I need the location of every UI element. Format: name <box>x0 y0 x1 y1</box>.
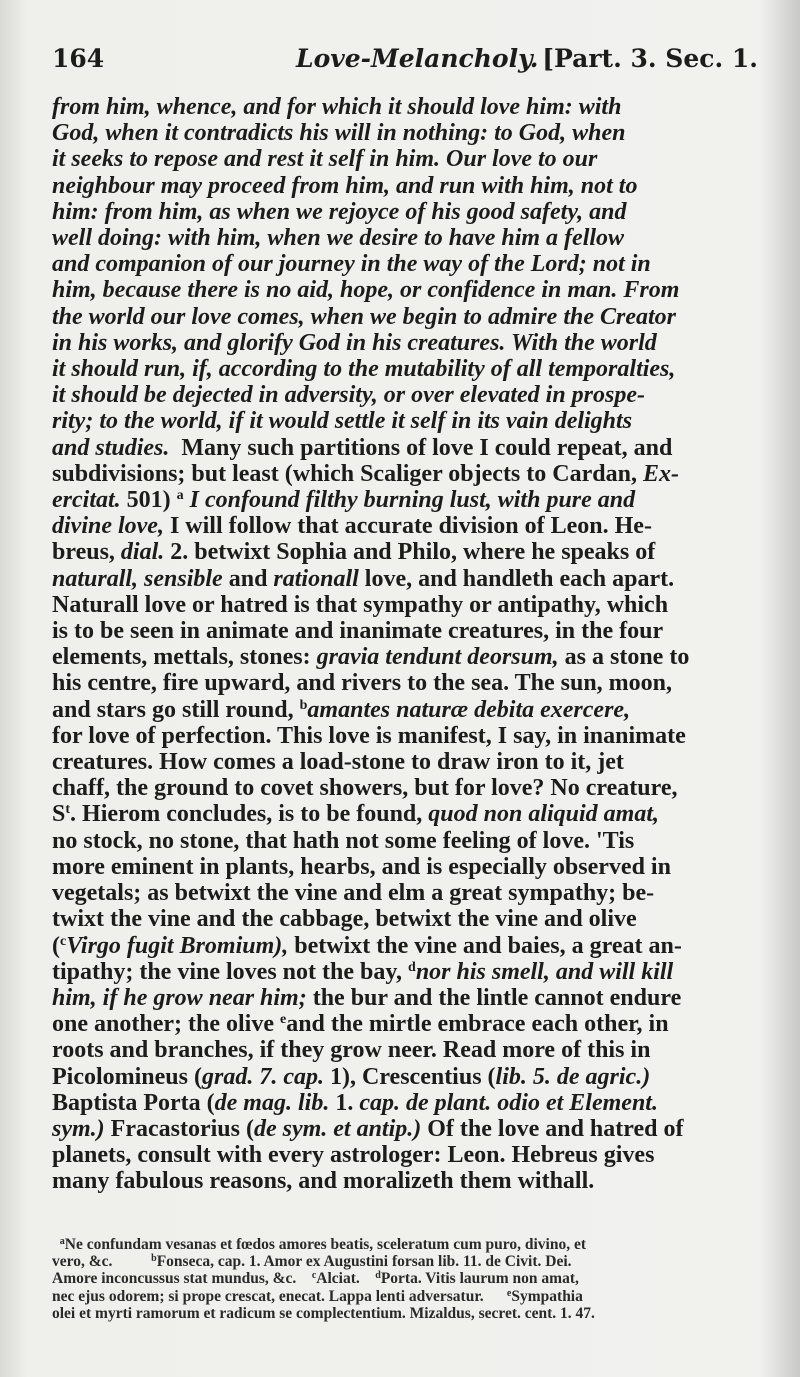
footnote-line <box>52 1236 756 1253</box>
text-line <box>52 513 756 539</box>
text-line: from him, whence, and for which it should love him: with <box>52 94 622 120</box>
text-run: de sym. et antip.) <box>253 1115 422 1142</box>
text-run: Virgo fugit Bromium), <box>66 932 289 959</box>
text-run: S <box>52 801 66 828</box>
text-line: his centre, fire upward, and rivers to the sea. The sun, moon, <box>52 670 673 697</box>
text-line: for love of perfection. This love is manifest, I say, in inanimate <box>52 722 686 749</box>
text-line <box>52 697 756 723</box>
text-line: and companion of our journey in the way of the Lord; not in <box>52 251 651 278</box>
footnote-text: Sympathia <box>511 1287 583 1305</box>
text-run: I confound filthy burning lust, with pure and <box>189 487 636 514</box>
footnotes <box>52 1236 756 1322</box>
text-run: sym.) <box>52 1115 105 1142</box>
text-line <box>52 1011 756 1037</box>
text-run: Ex- <box>642 460 679 487</box>
text-run: him, if he grow near him; <box>52 984 307 1011</box>
text-run: cap. <box>283 1063 324 1090</box>
text-line: roots and branches, if they grow neer. Read more of this in <box>52 1037 651 1064</box>
text-run: Picolomineus ( <box>52 1063 202 1090</box>
footnote-text: Amore inconcussus stat mundus, &c. <box>52 1270 297 1288</box>
footnote-marker: c <box>60 933 67 949</box>
page-number: 164 <box>52 44 105 73</box>
text-run: 1. <box>335 1089 354 1116</box>
text-run: rationall <box>273 565 359 592</box>
text-run: and the mirtle embrace each other, in <box>286 1011 669 1038</box>
text-line <box>52 487 756 513</box>
text-run: betwixt the vine and baies, a great an- <box>294 932 682 959</box>
text-line: him, because there is no aid, hope, or confidence in man. From <box>52 277 680 304</box>
text-run: 5. <box>532 1063 551 1090</box>
text-run: dial. <box>120 539 165 566</box>
footnote-text: vero, &c. <box>52 1253 113 1271</box>
text-run: cap. de plant. odio et Element. <box>359 1089 658 1116</box>
footnote-text: olei et myrti ramorum et radicum se complectentium. Mizaldus, secret. cent. 1. 47. <box>52 1304 595 1322</box>
footnote-marker: a <box>59 1236 65 1247</box>
footnote-marker: d <box>375 1270 381 1282</box>
running-header <box>52 44 764 78</box>
footnote-line <box>52 1253 756 1270</box>
text-run: ( <box>52 932 60 959</box>
footnote-marker: a <box>176 488 184 504</box>
text-line: it should be dejected in adversity, or over elevated in prospe- <box>52 382 646 409</box>
footnote-marker: b <box>151 1253 157 1265</box>
text-run: 2. betwixt Sophia and Philo, where he speaks of <box>170 539 656 566</box>
text-line <box>52 1064 756 1090</box>
text-line <box>52 801 756 827</box>
part-section-label: [Part. 3. Sec. 1. <box>542 44 758 73</box>
text-line <box>52 461 756 487</box>
text-line: in his works, and glorify God in his creatures. With the world <box>52 329 657 356</box>
text-run: breus, <box>52 539 115 566</box>
text-run: one another; the olive <box>52 1011 274 1038</box>
text-run: amantes naturæ debita exercere, <box>307 696 631 723</box>
text-run: I will follow that accurate division of Leon. He- <box>169 513 652 540</box>
text-run: naturall, sensible <box>52 565 223 592</box>
text-run: subdivisions; but least (which Scaliger objects to Cardan, <box>52 460 637 487</box>
text-run: the bur and the lintle cannot endure <box>312 984 682 1011</box>
text-run: de mag. lib. <box>214 1089 330 1116</box>
footnote-text: Ne confundam vesanas et fœdos amores beatis, sceleratum cum puro, divino, et <box>64 1236 586 1253</box>
text-line: no stock, no stone, that hath not some feeling of love. 'Tis <box>52 827 635 854</box>
text-line: is to be seen in animate and inanimate creatures, in the four <box>52 618 664 645</box>
text-run: de agric.) <box>556 1063 651 1090</box>
text-run: tipathy; the vine loves not the bay, <box>52 958 403 985</box>
text-line <box>52 1116 756 1142</box>
text-line <box>52 933 756 959</box>
text-line: planets, consult with every astrologer: Leon. Hebreus gives <box>52 1142 655 1169</box>
text-line <box>52 435 756 461</box>
text-run: 501) <box>126 487 171 514</box>
text-run: grad. <box>202 1063 254 1090</box>
body-text <box>52 94 756 1195</box>
footnote-marker: d <box>408 959 416 975</box>
text-run: 1), Crescentius ( <box>330 1063 496 1090</box>
text-line: it should run, if, according to the mutability of all temporalties, <box>52 356 676 383</box>
text-run: as a stone to <box>564 644 690 671</box>
footnote-marker: e <box>506 1287 512 1299</box>
footnote-text: Fonseca, cap. 1. Amor ex Augustini forsan lib. 11. de Civit. Dei. <box>156 1253 572 1271</box>
footnote-line <box>52 1305 756 1322</box>
text-line: God, when it contradicts his will in nothing: to God, when <box>52 120 626 147</box>
text-run: quod non aliquid amat, <box>428 801 660 828</box>
text-line <box>52 566 756 592</box>
text-run: ercitat. <box>52 487 121 514</box>
footnote-line <box>52 1288 756 1305</box>
text-line: the world our love comes, when we begin to admire the Creator <box>52 303 677 330</box>
text-line <box>52 1090 756 1116</box>
text-line: chaff, the ground to covet showers, but for love? No creature, <box>52 775 678 802</box>
footnote-marker: e <box>279 1012 287 1028</box>
footnote-marker: b <box>299 697 308 713</box>
text-run: gravia tendunt deorsum, <box>316 644 559 671</box>
text-line: more eminent in plants, hearbs, and is especially observed in <box>52 853 671 880</box>
text-run: Fracastorius ( <box>110 1115 254 1142</box>
text-line: well doing: with him, when we desire to have him a fellow <box>52 225 625 252</box>
text-line: neighbour may proceed from him, and run with him, not to <box>52 172 638 199</box>
text-run: Baptista Porta ( <box>52 1089 215 1116</box>
text-run: Many such partitions of love I could repeat, and <box>181 434 673 461</box>
text-run: and stars go still round, <box>52 696 294 723</box>
footnote-text: nec ejus odorem; si prope crescat, enecat. Lappa lenti adversatur. <box>52 1287 484 1305</box>
superscript: t <box>65 802 71 818</box>
text-line: vegetals; as betwixt the vine and elm a great sympathy; be- <box>52 880 655 907</box>
text-run: lib. <box>495 1063 527 1090</box>
text-run: . Hierom concludes, is to be found, <box>70 801 423 828</box>
text-line: Naturall love or hatred is that sympathy or antipathy, which <box>52 591 669 618</box>
text-run: nor his smell, and will kill <box>415 958 674 985</box>
text-line: twixt the vine and the cabbage, betwixt the vine and olive <box>52 906 637 933</box>
text-line: creatures. How comes a load-stone to draw iron to it, jet <box>52 749 624 776</box>
text-run: elements, mettals, stones: <box>52 644 311 671</box>
footnote-text: Alciat. <box>316 1270 360 1288</box>
footnote-line <box>52 1270 756 1287</box>
running-title: Love-Melancholy. <box>296 44 539 73</box>
text-line <box>52 539 756 565</box>
footnote-text: Porta. Vitis laurum non amat, <box>380 1270 579 1288</box>
text-line: many fabulous reasons, and moralizeth them withall. <box>52 1168 595 1195</box>
text-run: love, and handleth each apart. <box>364 565 675 592</box>
text-run: and <box>228 565 268 592</box>
text-run: 7. <box>259 1063 278 1090</box>
text-line: rity; to the world, if it would settle it self in its vain delights <box>52 408 633 435</box>
text-line <box>52 644 756 670</box>
text-run: divine love, <box>52 513 164 540</box>
text-line: him: from him, as when we rejoyce of his good safety, and <box>52 198 627 225</box>
text-line: it seeks to repose and rest it self in him. Our love to our <box>52 146 598 173</box>
text-line <box>52 985 756 1011</box>
text-run: and studies. <box>52 434 170 461</box>
text-line <box>52 959 756 985</box>
text-run: Of the love and hatred of <box>427 1115 684 1142</box>
footnote-marker: c <box>311 1270 317 1282</box>
